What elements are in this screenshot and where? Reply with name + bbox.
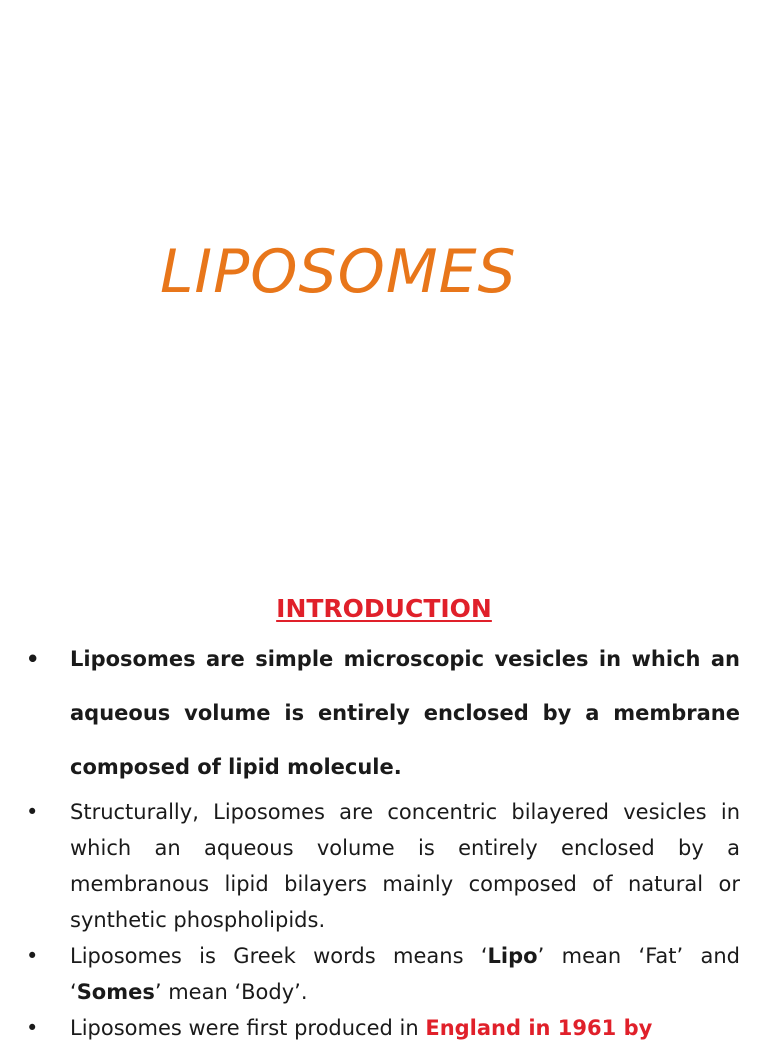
bullet-item — [0, 632, 768, 794]
bullet-text-part: Liposomes is Greek words means ‘ — [70, 944, 488, 968]
bullet-dot-icon: • — [26, 800, 39, 824]
slide-title: LIPOSOMES — [160, 237, 517, 307]
bullet-item — [0, 1010, 768, 1046]
bullet-text-part: ’ mean ‘Body’. — [154, 980, 308, 1004]
bullet-bold-term: Lipo — [487, 944, 538, 968]
introduction-slide — [0, 588, 768, 1040]
bullet-highlight: England in 1961 by — [425, 1016, 653, 1040]
bullet-item — [0, 938, 768, 1010]
bullet-bold-term: Somes — [76, 980, 155, 1004]
bullet-text-part: Liposomes were first produced in — [70, 1016, 426, 1040]
bullet-text: Structurally, Liposomes are concentric bilayered vesicles in which an aqueous volume is entirely enclosed by a membranous lipid bilayers mainly composed of natural or synthetic phospholipids. — [70, 800, 740, 932]
bullet-text-part: ’ mean ‘Fat’ and ‘ — [70, 944, 740, 1004]
bullet-dot-icon: • — [26, 1016, 39, 1040]
bullet-dot-icon: • — [26, 647, 40, 671]
bullet-item — [0, 794, 768, 938]
bullet-list — [0, 646, 768, 1046]
bullet-dot-icon: • — [26, 944, 39, 968]
bullet-text: Liposomes are simple microscopic vesicles in which an aqueous volume is entirely enclosed by a membrane composed of lipid molecule. — [70, 647, 740, 779]
introduction-heading — [0, 596, 768, 621]
introduction-heading-text: INTRODUCTION — [276, 594, 492, 623]
